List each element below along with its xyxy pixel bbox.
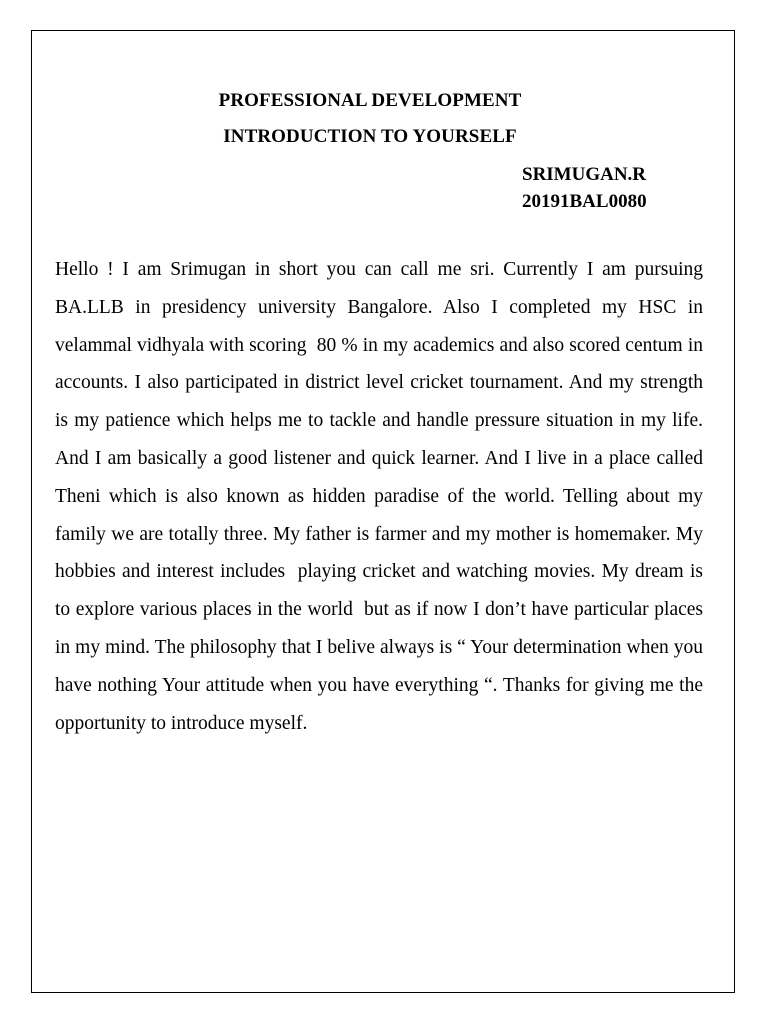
- author-id: 20191BAL0080: [522, 191, 647, 212]
- body-paragraph: Hello ! I am Srimugan in short you can call me sri. Currently I am pursuing BA.LLB in presidency university Bangalore. Also I completed my HSC in velammal vidhyala with scoring 80 % in my academics and also scored centum in accounts. I also participated in district level cricket tournament. And my strength is my patience which helps me to tackle and handle pressure situation in my life. And I am basically a good listener and quick learner. And I live in a place called Theni which is also known as hidden paradise of the world. Telling about my family we are totally three. My father is farmer and my mother is homemaker. My hobbies and interest includes playing cricket and watching movies. My dream is to explore various places in the world but as if now I don’t have particular places in my mind. The philosophy that I belive always is “ Your determination when you have nothing Your attitude when you have everything “. Thanks for giving me the opportunity to introduce myself.: [55, 259, 713, 734]
- document-subtitle: INTRODUCTION TO YOURSELF: [223, 126, 517, 147]
- author-name: SRIMUGAN.R: [522, 164, 647, 185]
- document-title: PROFESSIONAL DEVELOPMENT: [218, 90, 522, 111]
